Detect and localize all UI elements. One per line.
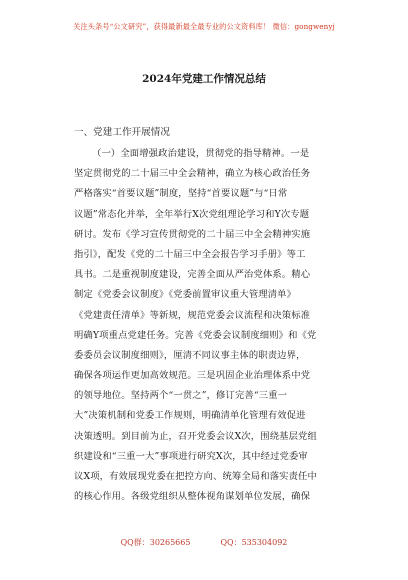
body-line: 《党建责任清单》等新规，规范党委会议流程和决策标准 bbox=[74, 309, 311, 321]
body-line: 的核心作用。各级党组织从整体视角谋划单位发展，确保 bbox=[74, 491, 311, 503]
body-paragraph bbox=[74, 144, 352, 507]
body-line: 研讨。发布《学习宣传贯彻党的二十届三中全会精神实施 bbox=[74, 228, 311, 240]
body-line: 大”决策机制和党委工作规则，明确清单化管理有效促进 bbox=[74, 410, 306, 422]
body-line: 议X项，有效展现党委在把控方向、统筹全局和落实责任中 bbox=[74, 471, 317, 482]
header-banner: 关注头条号“公文研究”，获得最新最全最专业的公文资料库！ 微信：gongwenyj bbox=[73, 22, 335, 31]
body-line: （一）全面增强政治建设，贯彻党的指导精神。一是 bbox=[92, 148, 310, 159]
footer-contacts bbox=[0, 537, 408, 548]
body-line: 严格落实“首要议题”制度，坚持“首要议题”与“日常 bbox=[74, 188, 288, 200]
body-line: 织建设和“三重一大”事项进行研究X次，其中经过党委审 bbox=[74, 450, 308, 462]
body-line: 明确Y项重点党建任务。完善《党委会议制度细则》和《党 bbox=[74, 329, 317, 341]
body-line: 议题”常态化并举，全年举行X次党组理论学习和Y次专题 bbox=[74, 208, 310, 220]
body-line: 坚定贯彻党的二十届三中全会精神，确立为核心政治任务 bbox=[74, 168, 311, 180]
document-title: 2024年党建工作情况总结 bbox=[142, 73, 266, 85]
body-line: 制定《党委会议制度》《党委前置审议重大管理清单》 bbox=[74, 289, 297, 301]
body-line: 的领导地位。坚持两个“一贯之”，修订完善“三重一 bbox=[74, 390, 288, 402]
footer-qq-number: QQ：535304092 bbox=[220, 538, 288, 547]
body-line: 委委员会议制度细则》，厘清不同议事主体的职责边界， bbox=[74, 349, 306, 361]
section-heading: 一、党建工作开展情况 bbox=[74, 127, 170, 138]
footer-qq-group: QQ群：30265665 bbox=[120, 538, 191, 547]
body-line: 确保各项运作更加高效规范。三是巩固企业治理体系中党 bbox=[74, 370, 311, 382]
body-line: 具书。二是重视制度建设，完善全面从严治党体系。精心 bbox=[74, 269, 311, 281]
body-line: 决策透明。到目前为止，召开党委会议X次，围绕基层党组 bbox=[74, 430, 317, 442]
body-line: 指引》，配发《党的二十届三中全会报告学习手册》等工 bbox=[74, 248, 306, 260]
